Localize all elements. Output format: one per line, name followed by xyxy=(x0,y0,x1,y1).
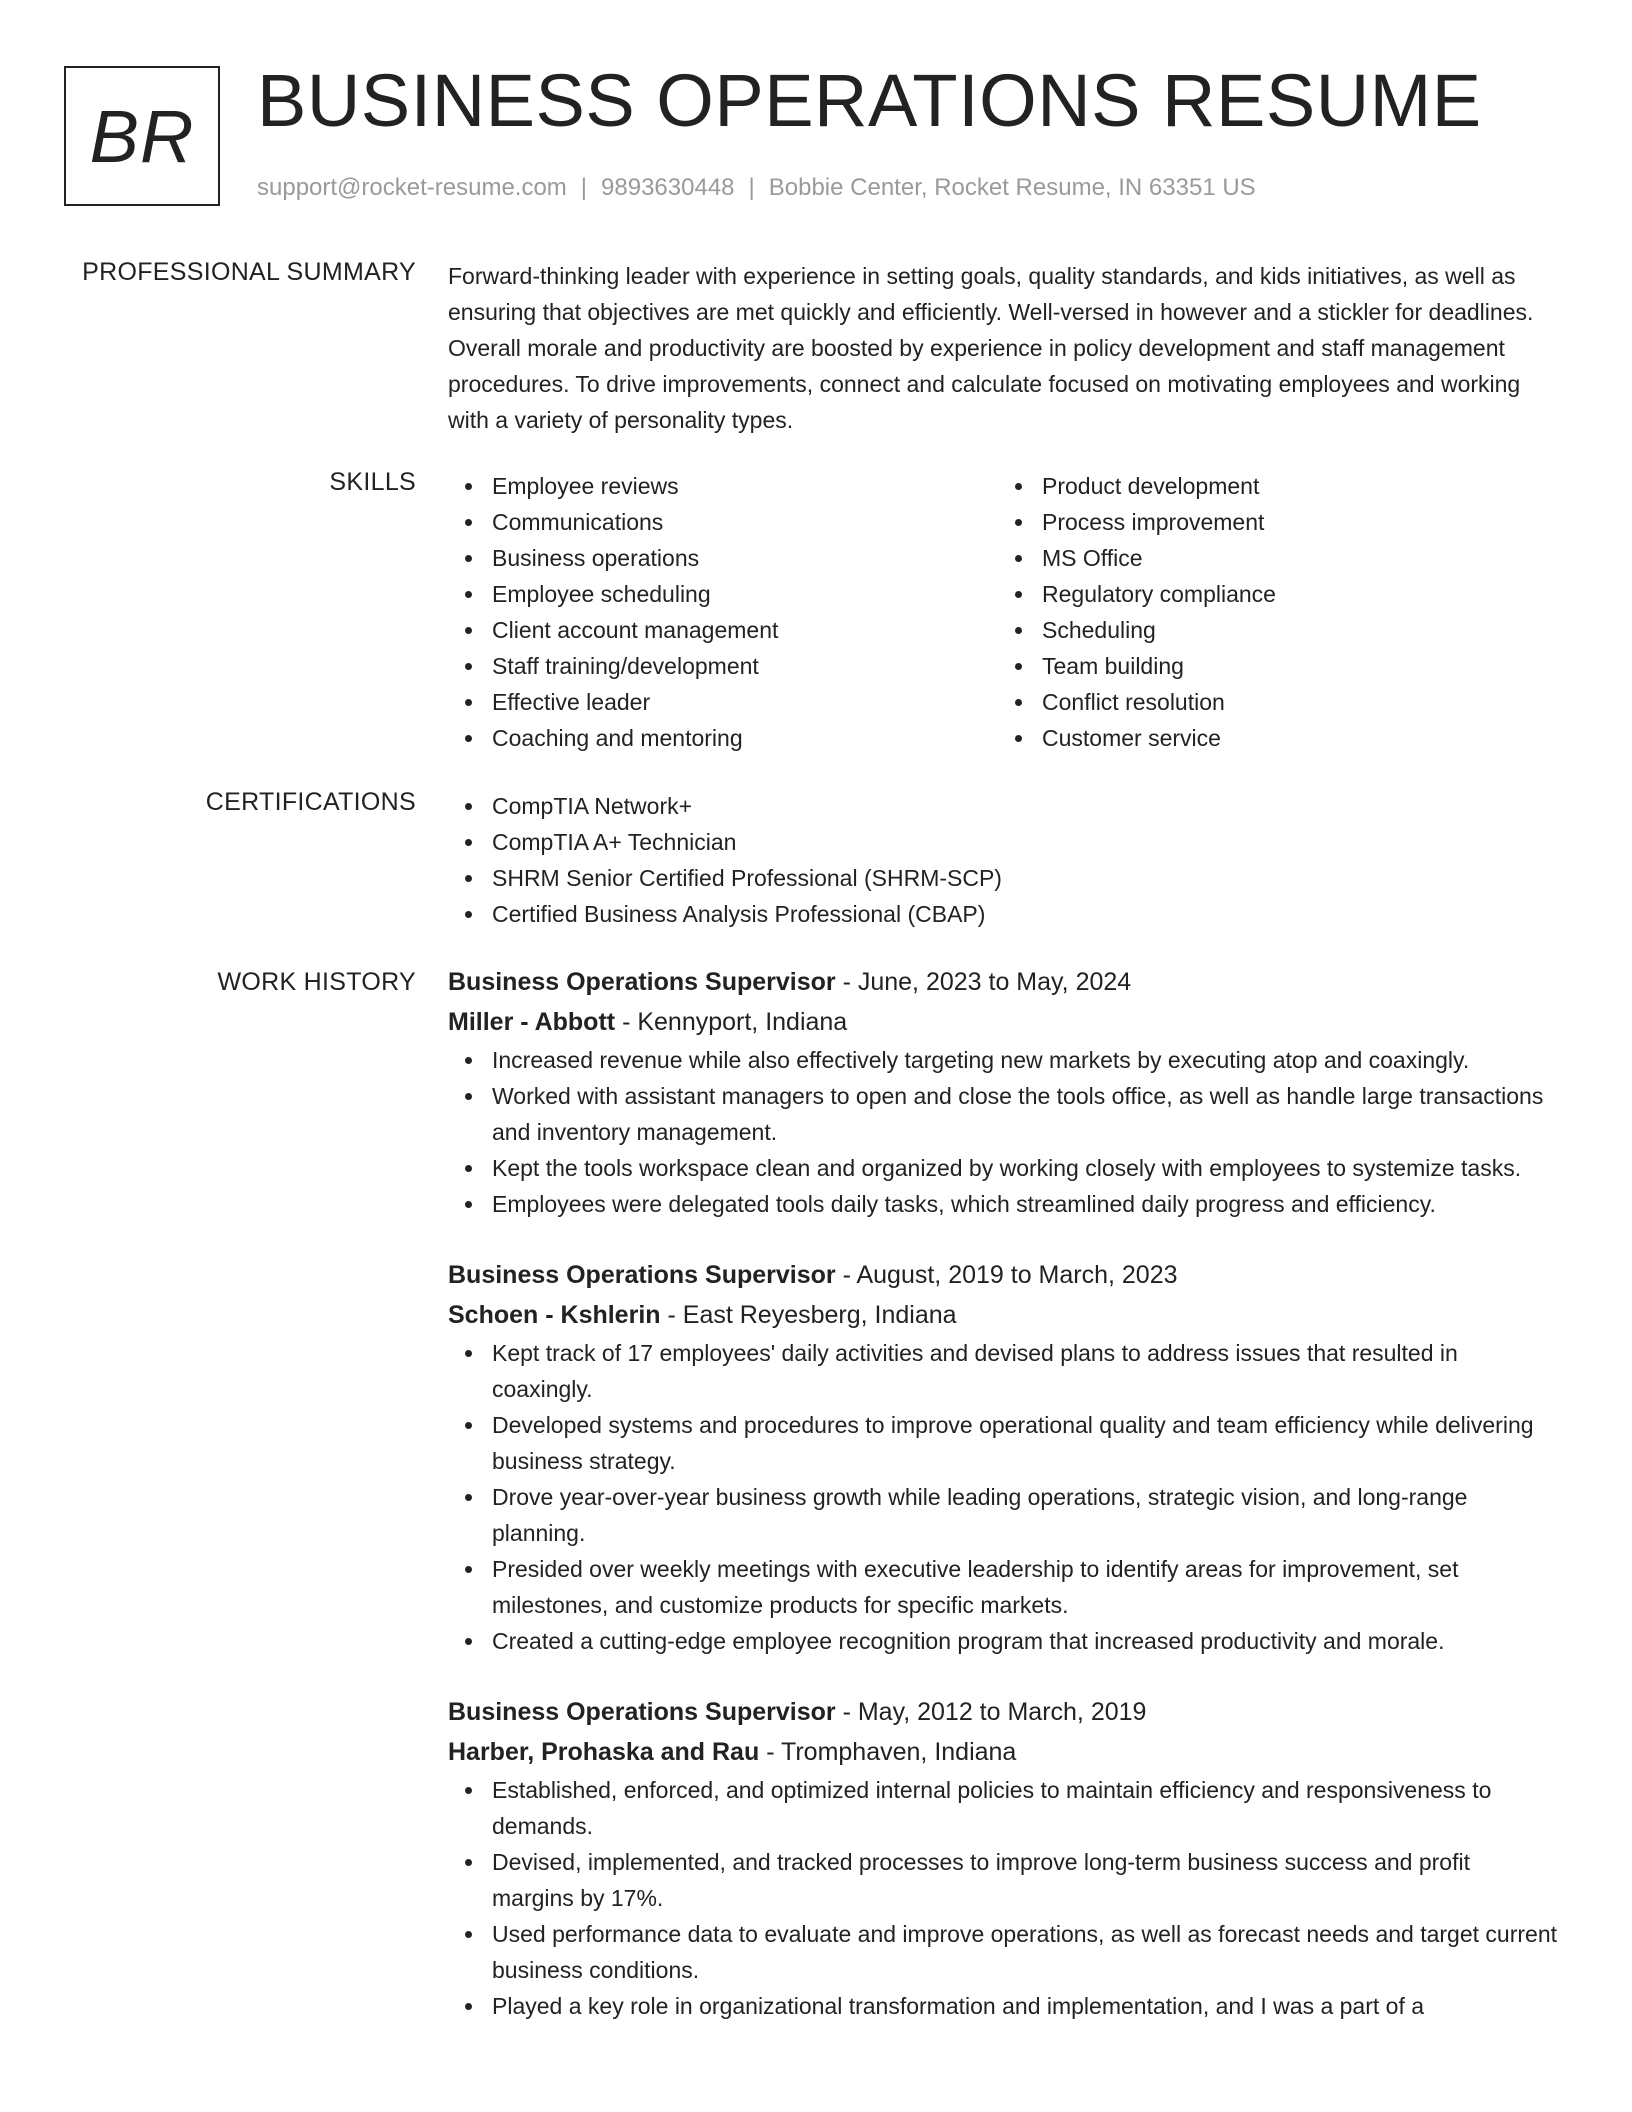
job-company: Harber, Prohaska and Rau xyxy=(448,1738,760,1766)
job-bullet: Presided over weekly meetings with executive leadership to identify areas for improvement, set milestones, and customize products for specific markets. xyxy=(448,1551,1558,1623)
skill-item: Communications xyxy=(448,504,998,540)
skill-item: Staff training/development xyxy=(448,648,998,684)
contact-line xyxy=(257,174,1256,202)
job-dates: - June, 2023 to May, 2024 xyxy=(842,968,1132,996)
job-bullet: Played a key role in organizational transformation and implementation, and I was a part of a xyxy=(448,1988,1558,2024)
work-history-body xyxy=(448,962,1558,2057)
skill-item: Effective leader xyxy=(448,684,998,720)
section-label-summary: PROFESSIONAL SUMMARY xyxy=(82,258,416,286)
skills-body xyxy=(448,468,1558,756)
job-bullets xyxy=(448,1042,1558,1222)
job-bullets xyxy=(448,1335,1558,1659)
job-bullet: Kept the tools workspace clean and organized by working closely with employees to systemize tasks. xyxy=(448,1150,1558,1186)
job-company-line xyxy=(448,1002,1558,1042)
contact-separator: | xyxy=(580,174,588,201)
skills-list-right xyxy=(998,468,1548,756)
skill-item: Conflict resolution xyxy=(998,684,1548,720)
job-bullet: Increased revenue while also effectively targeting new markets by executing atop and coaxingly. xyxy=(448,1042,1558,1078)
skill-item: Business operations xyxy=(448,540,998,576)
certification-item: SHRM Senior Certified Professional (SHRM-SCP) xyxy=(448,860,1558,896)
section-label-skills: SKILLS xyxy=(329,468,416,496)
skill-item: Process improvement xyxy=(998,504,1548,540)
skill-item: Client account management xyxy=(448,612,998,648)
job-bullet: Used performance data to evaluate and improve operations, as well as forecast needs and target current business conditions. xyxy=(448,1916,1558,1988)
certifications-list xyxy=(448,788,1558,932)
summary-body xyxy=(448,258,1558,438)
job-bullet: Kept track of 17 employees' daily activities and devised plans to address issues that resulted in coaxingly. xyxy=(448,1335,1558,1407)
skills-list-left xyxy=(448,468,998,756)
summary-text: Forward-thinking leader with experience in setting goals, quality standards, and kids initiatives, as well as ensuring that objectives are met quickly and efficiently. Well-versed in however and a stickler for deadlines. Overall morale and productivity are boosted by experience in policy development and staff management procedures. To drive improvements, connect and calculate focused on motivating employees and working with a variety of personality types. xyxy=(448,263,1534,433)
contact-phone[interactable]: 9893630448 xyxy=(601,174,735,201)
contact-email[interactable]: support@rocket-resume.com xyxy=(257,174,567,201)
job-title-line xyxy=(448,1692,1558,1732)
monogram-badge: BR xyxy=(64,66,220,206)
job-bullet: Developed systems and procedures to improve operational quality and team efficiency while delivering business strategy. xyxy=(448,1407,1558,1479)
job-entry xyxy=(448,1692,1558,2024)
skill-item: Employee reviews xyxy=(448,468,998,504)
job-company: Schoen - Kshlerin xyxy=(448,1301,661,1329)
skill-item: Product development xyxy=(998,468,1548,504)
job-location: - Kennyport, Indiana xyxy=(622,1008,848,1036)
skill-item: Team building xyxy=(998,648,1548,684)
skill-item: Scheduling xyxy=(998,612,1548,648)
certification-item: Certified Business Analysis Professional (CBAP) xyxy=(448,896,1558,932)
skill-item: Customer service xyxy=(998,720,1548,756)
section-label-certifications: CERTIFICATIONS xyxy=(205,788,416,816)
job-bullet: Employees were delegated tools daily tasks, which streamlined daily progress and efficiency. xyxy=(448,1186,1558,1222)
resume-header xyxy=(64,59,1564,211)
job-company-line xyxy=(448,1732,1558,1772)
job-dates: - May, 2012 to March, 2019 xyxy=(842,1698,1147,1726)
job-title: Business Operations Supervisor xyxy=(448,1698,836,1726)
skill-item: Regulatory compliance xyxy=(998,576,1548,612)
resume-title: BUSINESS OPERATIONS RESUME xyxy=(257,59,1482,142)
job-bullet: Worked with assistant managers to open and close the tools office, as well as handle large transactions and inventory management. xyxy=(448,1078,1558,1150)
skill-item: Employee scheduling xyxy=(448,576,998,612)
certification-item: CompTIA A+ Technician xyxy=(448,824,1558,860)
skill-item: Coaching and mentoring xyxy=(448,720,998,756)
job-location: - Tromphaven, Indiana xyxy=(766,1738,1017,1766)
job-entry xyxy=(448,962,1558,1222)
certifications-body xyxy=(448,788,1558,932)
job-title-line xyxy=(448,962,1558,1002)
job-dates: - August, 2019 to March, 2023 xyxy=(842,1261,1178,1289)
job-title: Business Operations Supervisor xyxy=(448,968,836,996)
skill-item: MS Office xyxy=(998,540,1548,576)
job-company: Miller - Abbott xyxy=(448,1008,616,1036)
job-bullet: Created a cutting-edge employee recognition program that increased productivity and morale. xyxy=(448,1623,1558,1659)
section-label-work-history: WORK HISTORY xyxy=(217,968,416,996)
contact-separator: | xyxy=(748,174,755,201)
job-bullet: Drove year-over-year business growth while leading operations, strategic vision, and long-range planning. xyxy=(448,1479,1558,1551)
job-company-line xyxy=(448,1295,1558,1335)
job-title-line xyxy=(448,1255,1558,1295)
job-bullets xyxy=(448,1772,1558,2024)
certification-item: CompTIA Network+ xyxy=(448,788,1558,824)
job-location: - East Reyesberg, Indiana xyxy=(667,1301,957,1329)
contact-address: Bobbie Center, Rocket Resume, IN 63351 US xyxy=(768,174,1256,201)
job-bullet: Established, enforced, and optimized internal policies to maintain efficiency and responsiveness to demands. xyxy=(448,1772,1558,1844)
job-title: Business Operations Supervisor xyxy=(448,1261,836,1289)
job-entry xyxy=(448,1255,1558,1659)
job-bullet: Devised, implemented, and tracked processes to improve long-term business success and profit margins by 17%. xyxy=(448,1844,1558,1916)
